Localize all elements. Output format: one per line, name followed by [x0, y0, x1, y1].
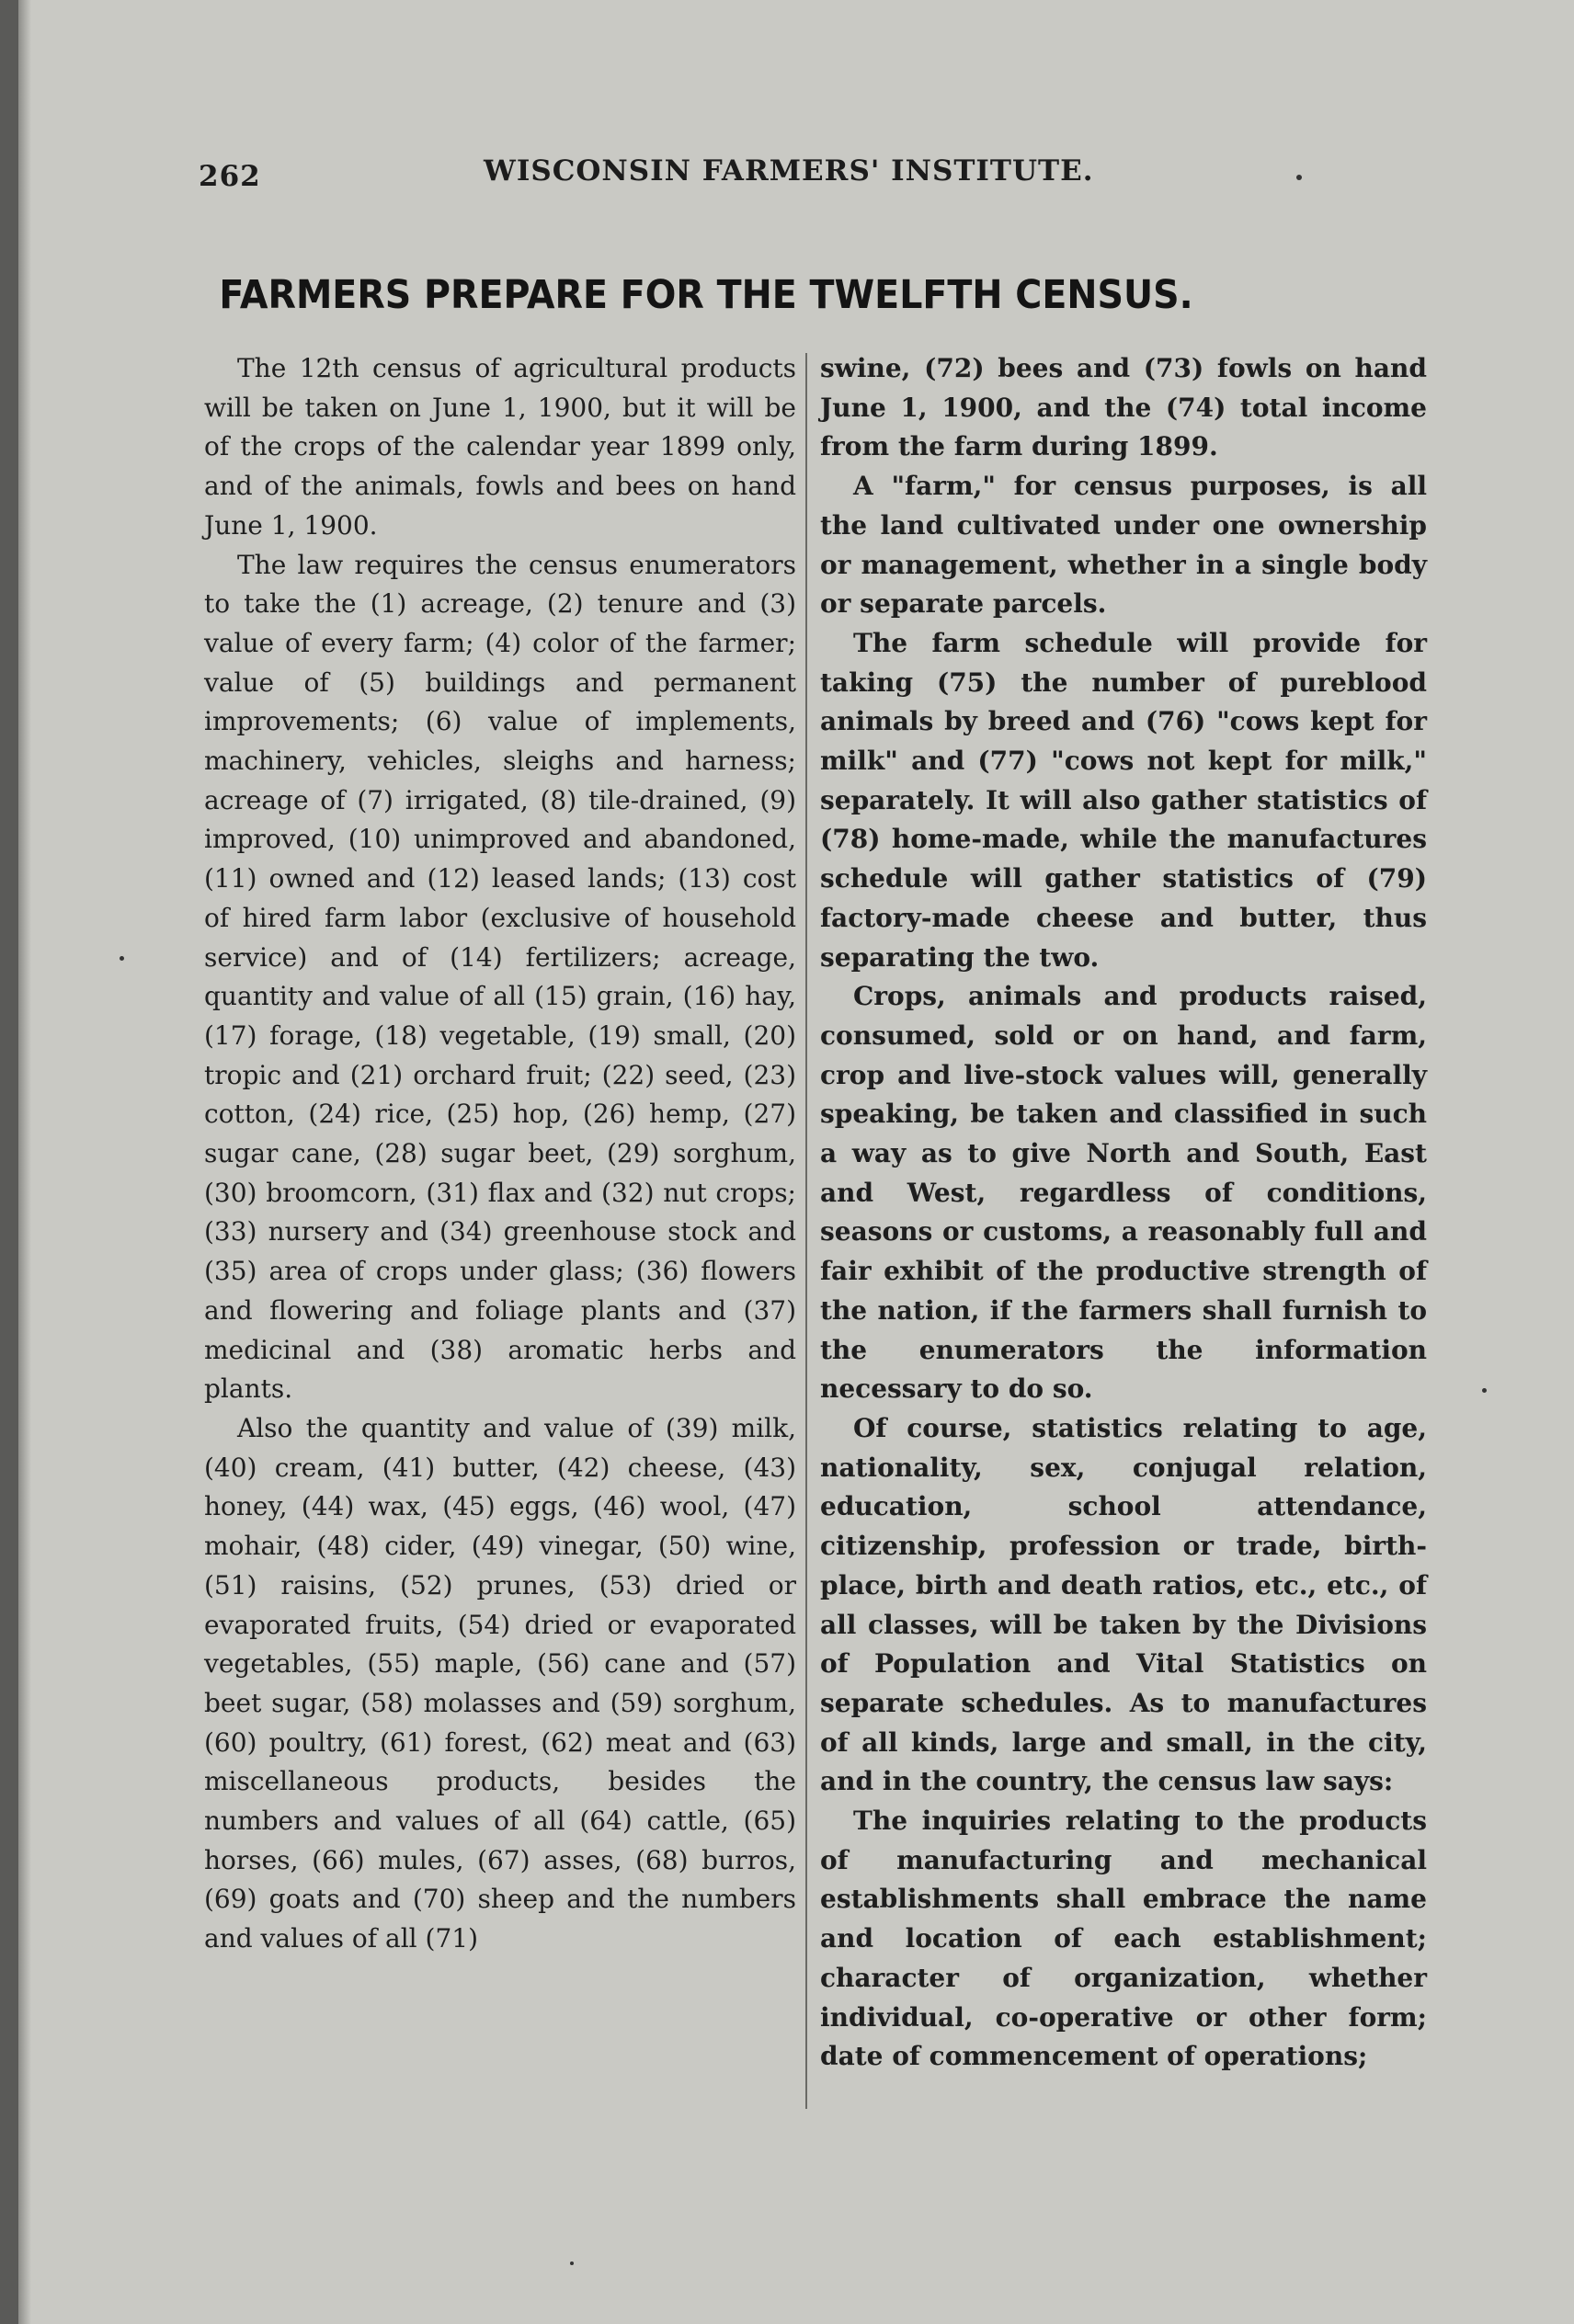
paragraph: The law requires the census enumerators to take the (1) acreage, (2) tenure and (3) value of every farm; (4) color of the farmer; value of (5) buildings and permanent improvements; (6) value of implements, machinery, vehicles, sleighs and harness; acreage of (7) irrigated, (8) tile-drained, (9) improved, (10) unimproved and abandoned, (11) owned and (12) leased lands; (13) cost of hired farm labor (exclusive of household service) and of (14) fertilizers; acreage, quantity and value of all (15) grain, (16) hay, (17) forage, (18) vegetable, (19) small, (20) tropic and (21) orchard fruit; (22) seed, (23) cotton, (24) rice, (25) hop, (26) hemp, (27) sugar cane, (28) sugar beet, (29) sorghum, (30) broomcorn, (31) flax and (32) nut crops; (33) nursery and (34) greenhouse stock and (35) area of crops under glass; (36) flowers and flowering and foliage plants and (37) medicinal and (38) aromatic herbs and plants. [204, 549, 796, 1405]
paragraph: Of course, statistics relating to age, nationality, sex, conjugal relation, education, school attendance, citizenship, profession or trade, birth-place, birth and death ratios, etc., etc., of all classes, will be taken by the Divisions of Population and Vital Statistics on separate schedules. As to manufactures of all kinds, large and small, in the city, and in the country, the census law says: [820, 1412, 1427, 1797]
running-head [199, 154, 1155, 200]
paragraph: The farm schedule will provide for taking (75) the number of pureblood animals by breed and (76) "cows kept for milk" and (77) "cows not kept for milk," separately. It will also gather statistics of (78) home-made, while the manufactures schedule will gather statistics of (79) factory-made cheese and butter, thus separating the two. [820, 627, 1427, 973]
paragraph: The inquiries relating to the products of manufacturing and mechanical establishments shall embrace the name and location of each establishment; character of organization, whether individual, co-operative or other form; date of commencement of operations; [820, 1806, 1427, 2072]
left-column [204, 349, 796, 1959]
page-number: 262 [199, 160, 261, 193]
article-title: FARMERS PREPARE FOR THE TWELFTH CENSUS. [219, 272, 1193, 318]
running-title: WISCONSIN FARMERS' INSTITUTE. [484, 154, 1094, 188]
paragraph: Also the quantity and value of (39) milk, (40) cream, (41) butter, (42) cheese, (43) honey, (44) wax, (45) eggs, (46) wool, (47) mohair, (48) cider, (49) vinegar, (50) wine, (51) raisins, (52) prunes, (53) dried or evaporated fruits, (54) dried or evaporated vegetables, (55) maple, (56) cane and (57) beet sugar, (58) molasses and (59) sorghum, (60) poultry, (61) forest, (62) meat and (63) miscellaneous products, besides the numbers and values of all (64) cattle, (65) horses, (66) mules, (67) asses, (68) burros, (69) goats and (70) sheep and the numbers and values of all (71) [204, 1412, 796, 1954]
print-speck [570, 2261, 574, 2265]
right-column [820, 349, 1427, 2077]
print-speck [120, 956, 124, 961]
print-speck [1296, 175, 1302, 180]
column-divider [805, 353, 807, 2109]
print-speck [1482, 1388, 1487, 1393]
book-page [18, 0, 1574, 2324]
paragraph-continuation: swine, (72) bees and (73) fowls on hand June 1, 1900, and the (74) total income from the farm during 1899. [820, 353, 1427, 462]
paragraph: Crops, animals and products raised, consumed, sold or on hand, and farm, crop and live-stock values will, generally speaking, be taken and classified in such a way as to give North and South, East and West, regardless of conditions, seasons or customs, a reasonably full and fair exhibit of the productive strength of the nation, if the farmers shall furnish to the enumerators the information necessary to do so. [820, 981, 1427, 1405]
paragraph: The 12th census of agricultural products will be taken on June 1, 1900, but it will be of the crops of the calendar year 1899 only, and of the animals, fowls and bees on hand June 1, 1900. [204, 353, 796, 541]
paragraph: A "farm," for census purposes, is all the land cultivated under one ownership or management, whether in a single body or separate parcels. [820, 471, 1427, 620]
